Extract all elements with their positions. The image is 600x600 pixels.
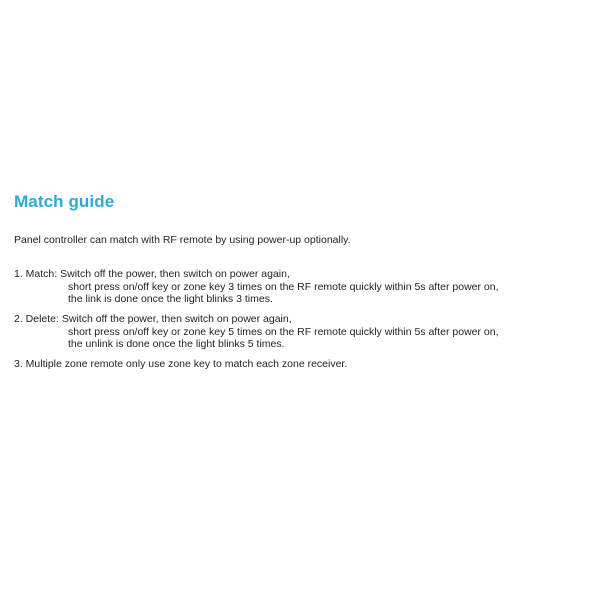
document-content xyxy=(14,193,586,370)
list-item xyxy=(14,313,586,351)
step-line: short press on/off key or zone key 5 times on the RF remote quickly within 5s after power on, xyxy=(68,325,499,338)
step-line: 2. Delete: Switch off the power, then switch on power again, xyxy=(14,313,292,326)
intro-paragraph: Panel controller can match with RF remote by using power-up optionally. xyxy=(14,233,351,246)
step-line: the link is done once the light blinks 3 times. xyxy=(68,293,273,306)
list-item xyxy=(14,268,586,306)
page-title: Match guide xyxy=(14,192,115,211)
list-item xyxy=(14,358,586,371)
step-line: 3. Multiple zone remote only use zone key to match each zone receiver. xyxy=(14,357,348,370)
step-line: 1. Match: Switch off the power, then switch on power again, xyxy=(14,268,290,281)
steps-list xyxy=(14,268,586,370)
step-line: the unlink is done once the light blinks 5 times. xyxy=(68,338,285,351)
step-line: short press on/off key or zone key 3 times on the RF remote quickly within 5s after power on, xyxy=(68,280,499,293)
